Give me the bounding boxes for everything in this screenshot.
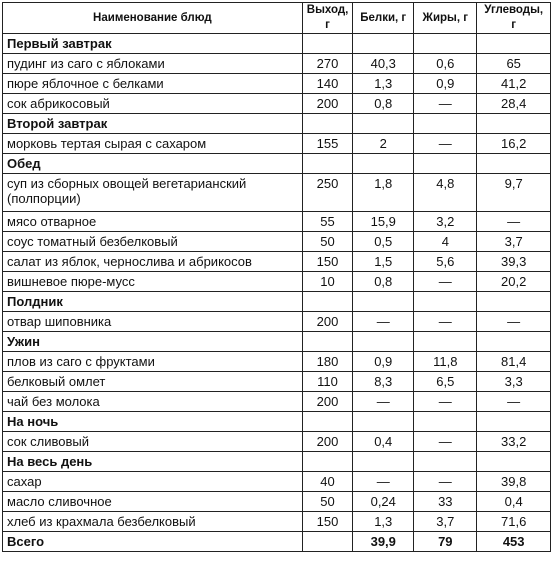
empty-cell — [414, 332, 477, 352]
section-title: Второй завтрак — [3, 114, 303, 134]
table-row — [3, 352, 551, 372]
carbs-cell: 28,4 — [477, 94, 551, 114]
dish-name: плов из саго с фруктами — [3, 352, 303, 372]
table-row — [3, 134, 551, 154]
fat-cell: 33 — [414, 492, 477, 512]
yield-cell: 200 — [302, 392, 352, 412]
dish-name: чай без молока — [3, 392, 303, 412]
protein-cell: 15,9 — [353, 212, 414, 232]
table-row — [3, 94, 551, 114]
table-row — [3, 512, 551, 532]
protein-cell: 40,3 — [353, 54, 414, 74]
empty-cell — [353, 114, 414, 134]
section-title: Первый завтрак — [3, 34, 303, 54]
menu-table — [2, 2, 551, 552]
section-row — [3, 452, 551, 472]
carbs-cell: 20,2 — [477, 272, 551, 292]
table-row — [3, 432, 551, 452]
yield-cell: 140 — [302, 74, 352, 94]
empty-cell — [477, 452, 551, 472]
fat-cell: 0,6 — [414, 54, 477, 74]
empty-cell — [414, 114, 477, 134]
empty-cell — [353, 154, 414, 174]
dish-name: сок сливовый — [3, 432, 303, 452]
fat-cell: — — [414, 392, 477, 412]
yield-cell — [302, 532, 352, 552]
protein-cell: 0,24 — [353, 492, 414, 512]
empty-cell — [353, 412, 414, 432]
carbs-cell: 0,4 — [477, 492, 551, 512]
fat-cell: 79 — [414, 532, 477, 552]
header-name: Наименование блюд — [3, 3, 303, 34]
fat-cell: — — [414, 134, 477, 154]
protein-cell: 1,3 — [353, 512, 414, 532]
carbs-cell: 33,2 — [477, 432, 551, 452]
protein-cell: 1,3 — [353, 74, 414, 94]
fat-cell: 6,5 — [414, 372, 477, 392]
table-row — [3, 272, 551, 292]
dish-name: мясо отварное — [3, 212, 303, 232]
section-title: Ужин — [3, 332, 303, 352]
yield-cell: 155 — [302, 134, 352, 154]
yield-cell: 110 — [302, 372, 352, 392]
table-row — [3, 212, 551, 232]
section-row — [3, 114, 551, 134]
empty-cell — [477, 34, 551, 54]
empty-cell — [302, 34, 352, 54]
protein-cell: 0,4 — [353, 432, 414, 452]
carbs-cell: 9,7 — [477, 174, 551, 212]
empty-cell — [302, 332, 352, 352]
dish-name: салат из яблок, чернослива и абрикосов — [3, 252, 303, 272]
protein-cell: — — [353, 392, 414, 412]
section-row — [3, 34, 551, 54]
dish-name: суп из сборных овощей вегетарианский (полпорции) — [3, 174, 303, 212]
section-title: На весь день — [3, 452, 303, 472]
protein-cell: 8,3 — [353, 372, 414, 392]
empty-cell — [414, 34, 477, 54]
yield-cell: 55 — [302, 212, 352, 232]
protein-cell: 0,9 — [353, 352, 414, 372]
fat-cell: 11,8 — [414, 352, 477, 372]
protein-cell: 0,8 — [353, 94, 414, 114]
fat-cell: 4,8 — [414, 174, 477, 212]
carbs-cell: — — [477, 312, 551, 332]
carbs-cell: — — [477, 392, 551, 412]
empty-cell — [477, 292, 551, 312]
yield-cell: 40 — [302, 472, 352, 492]
dish-name: белковый омлет — [3, 372, 303, 392]
empty-cell — [477, 114, 551, 134]
carbs-cell: 39,3 — [477, 252, 551, 272]
yield-cell: 10 — [302, 272, 352, 292]
empty-cell — [302, 154, 352, 174]
empty-cell — [477, 332, 551, 352]
header-fat: Жиры, г — [414, 3, 477, 34]
empty-cell — [477, 412, 551, 432]
dish-name: отвар шиповника — [3, 312, 303, 332]
table-row — [3, 174, 551, 212]
section-title: На ночь — [3, 412, 303, 432]
section-row — [3, 154, 551, 174]
fat-cell: — — [414, 432, 477, 452]
dish-name: хлеб из крахмала безбелковый — [3, 512, 303, 532]
section-title: Полдник — [3, 292, 303, 312]
yield-cell: 180 — [302, 352, 352, 372]
empty-cell — [353, 34, 414, 54]
table-body — [3, 34, 551, 552]
protein-cell: 2 — [353, 134, 414, 154]
empty-cell — [353, 452, 414, 472]
dish-name: сахар — [3, 472, 303, 492]
empty-cell — [414, 452, 477, 472]
protein-cell: — — [353, 312, 414, 332]
dish-name: вишневое пюре-мусс — [3, 272, 303, 292]
menu-table-container — [2, 2, 551, 552]
fat-cell: 0,9 — [414, 74, 477, 94]
table-row — [3, 252, 551, 272]
empty-cell — [414, 292, 477, 312]
empty-cell — [302, 412, 352, 432]
empty-cell — [477, 154, 551, 174]
table-row — [3, 312, 551, 332]
carbs-cell: 71,6 — [477, 512, 551, 532]
protein-cell: 0,8 — [353, 272, 414, 292]
yield-cell: 200 — [302, 312, 352, 332]
table-row — [3, 372, 551, 392]
dish-name: Всего — [3, 532, 303, 552]
section-title: Обед — [3, 154, 303, 174]
table-row — [3, 232, 551, 252]
section-row — [3, 412, 551, 432]
carbs-cell: 39,8 — [477, 472, 551, 492]
empty-cell — [353, 332, 414, 352]
total-row — [3, 532, 551, 552]
yield-cell: 50 — [302, 232, 352, 252]
fat-cell: — — [414, 94, 477, 114]
carbs-cell: 3,7 — [477, 232, 551, 252]
carbs-cell: 41,2 — [477, 74, 551, 94]
table-row — [3, 392, 551, 412]
table-row — [3, 492, 551, 512]
empty-cell — [302, 114, 352, 134]
fat-cell: — — [414, 272, 477, 292]
table-row — [3, 472, 551, 492]
table-row — [3, 74, 551, 94]
carbs-cell: 453 — [477, 532, 551, 552]
carbs-cell: 81,4 — [477, 352, 551, 372]
table-row — [3, 54, 551, 74]
header-protein: Белки, г — [353, 3, 414, 34]
yield-cell: 150 — [302, 252, 352, 272]
fat-cell: — — [414, 312, 477, 332]
dish-name: сок абрикосовый — [3, 94, 303, 114]
protein-cell: 1,5 — [353, 252, 414, 272]
section-row — [3, 332, 551, 352]
header-carbs: Углеводы, г — [477, 3, 551, 34]
dish-name: соус томатный безбелковый — [3, 232, 303, 252]
section-row — [3, 292, 551, 312]
yield-cell: 150 — [302, 512, 352, 532]
fat-cell: 3,7 — [414, 512, 477, 532]
yield-cell: 250 — [302, 174, 352, 212]
empty-cell — [414, 412, 477, 432]
protein-cell: 1,8 — [353, 174, 414, 212]
yield-cell: 270 — [302, 54, 352, 74]
empty-cell — [302, 452, 352, 472]
carbs-cell: 3,3 — [477, 372, 551, 392]
header-yield: Выход, г — [302, 3, 352, 34]
dish-name: пюре яблочное с белками — [3, 74, 303, 94]
fat-cell: 3,2 — [414, 212, 477, 232]
empty-cell — [353, 292, 414, 312]
yield-cell: 200 — [302, 432, 352, 452]
fat-cell: 4 — [414, 232, 477, 252]
dish-name: масло сливочное — [3, 492, 303, 512]
fat-cell: 5,6 — [414, 252, 477, 272]
yield-cell: 200 — [302, 94, 352, 114]
carbs-cell: 65 — [477, 54, 551, 74]
table-header-row — [3, 3, 551, 34]
carbs-cell: — — [477, 212, 551, 232]
empty-cell — [414, 154, 477, 174]
empty-cell — [302, 292, 352, 312]
dish-name: морковь тертая сырая с сахаром — [3, 134, 303, 154]
protein-cell: 0,5 — [353, 232, 414, 252]
carbs-cell: 16,2 — [477, 134, 551, 154]
yield-cell: 50 — [302, 492, 352, 512]
fat-cell: — — [414, 472, 477, 492]
protein-cell: 39,9 — [353, 532, 414, 552]
protein-cell: — — [353, 472, 414, 492]
dish-name: пудинг из саго с яблоками — [3, 54, 303, 74]
